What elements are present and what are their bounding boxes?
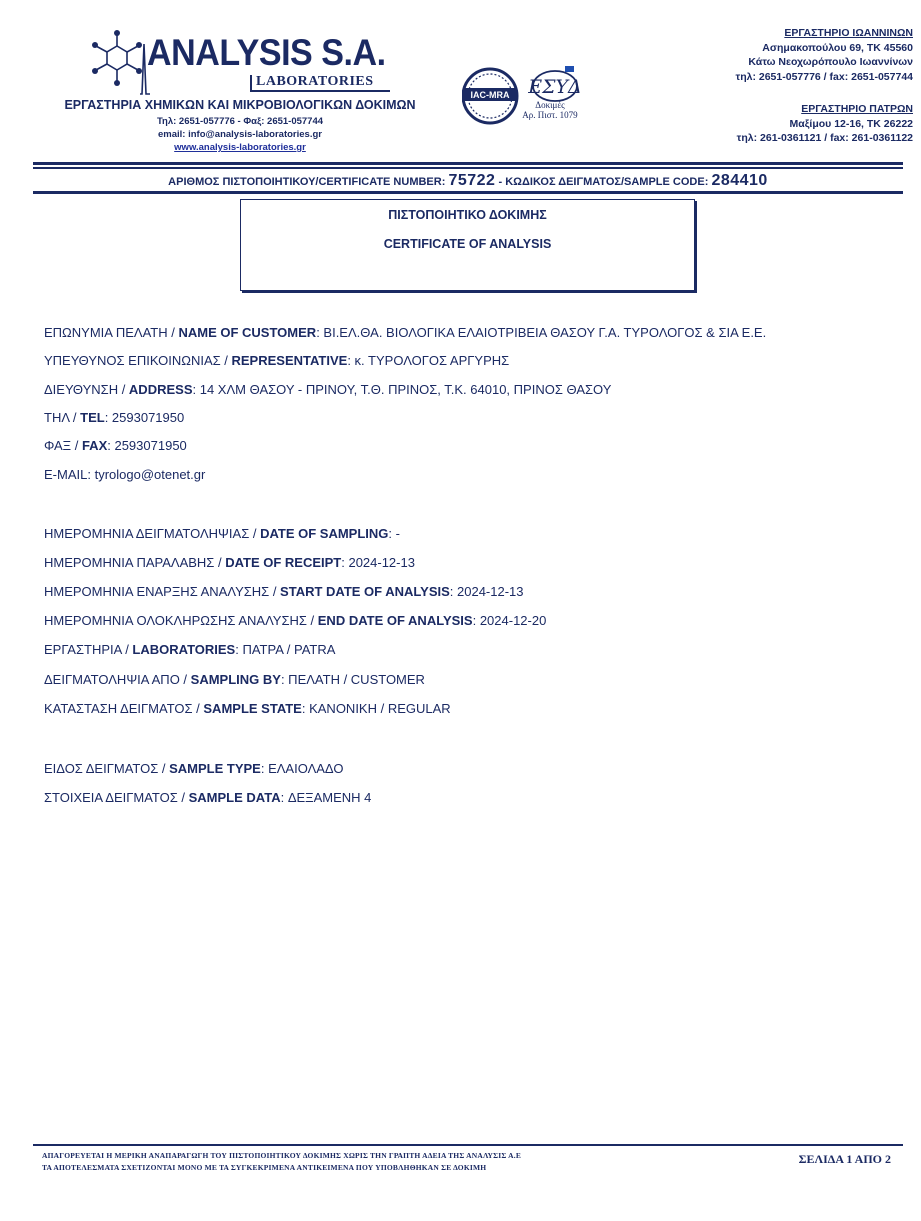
lab-ioannina-title: ΕΡΓΑΣΤΗΡΙΟ ΙΩΑΝΝΙΝΩΝ (784, 27, 913, 39)
company-name: ANALYSIS S.A. (147, 32, 386, 73)
header-rule-bottom (33, 191, 903, 194)
certificate-number: 75722 (448, 172, 496, 189)
field-sample-type: ΕΙΔΟΣ ΔΕΙΓΜΑΤΟΣ / SAMPLE TYPE: ΕΛΑΙΟΛΑΔΟ (44, 761, 344, 776)
accreditation-seals (462, 62, 602, 132)
molecule-icon (92, 24, 152, 96)
field-fax: ΦΑΞ / FAX: 2593071950 (44, 438, 187, 453)
header-rule-top (33, 162, 903, 165)
lab-ioannina-line3: τηλ: 2651-057776 / fax: 2651-057744 (735, 70, 913, 83)
lab-patra-line1: Μαξίμου 12-16, ΤΚ 26222 (789, 117, 913, 130)
certificate-number-label: ΑΡΙΘΜΟΣ ΠΙΣΤΟΠΟΙΗΤΙΚΟΥ/CERTIFICATE NUMBER: (168, 176, 446, 188)
field-date-receipt: ΗΜΕΡΟΜΗΝΙΑ ΠΑΡΑΛΑΒΗΣ / DATE OF RECEIPT: 2024-12-13 (44, 555, 415, 570)
lab-patra-title: ΕΡΓΑΣΤΗΡΙΟ ΠΑΤΡΩΝ (801, 103, 913, 115)
lab-ioannina-line1: Ασημακοπούλου 69, ΤΚ 45560 (762, 41, 913, 54)
sample-code-label: - ΚΩΔΙΚΟΣ ΔΕΙΓΜΑΤΟΣ/SAMPLE CODE: (498, 176, 709, 188)
seal-caption-line-2: Αρ. Πιστ. 1079 (522, 110, 578, 120)
seal-caption-line-1: Δοκιμές (535, 100, 565, 110)
certificate-title-gr: ΠΙΣΤΟΠΟΙΗΤΙΚΟ ΔΟΚΙΜΗΣ (388, 208, 547, 222)
certificate-title-box (240, 199, 695, 291)
certificate-title-en: CERTIFICATE OF ANALYSIS (383, 237, 552, 251)
accreditation-seal-icon (462, 62, 602, 132)
certificate-number-line (33, 172, 903, 190)
company-website-link[interactable]: www.analysis-laboratories.gr (174, 142, 306, 153)
field-sample-state: ΚΑΤΑΣΤΑΣΗ ΔΕΙΓΜΑΤΟΣ / SAMPLE STATE: ΚΑΝΟΝΙΚΗ / REGULAR (44, 701, 451, 716)
field-end-date: ΗΜΕΡΟΜΗΝΙΑ ΟΛΟΚΛΗΡΩΣΗΣ ΑΝΑΛΥΣΗΣ / END DATE OF ANALYSIS: 2024-12-20 (44, 613, 547, 628)
seal-right-text: ΕΣΥΔ (528, 76, 582, 98)
company-sub: LABORATORIES (256, 74, 374, 89)
field-laboratories: ΕΡΓΑΣΤΗΡΙΑ / LABORATORIES: ΠΑΤΡΑ / PATRA (44, 642, 336, 657)
lab-patra-line2: τηλ: 261-0361121 / fax: 261-0361122 (736, 132, 913, 144)
field-sampling-by: ΔΕΙΓΜΑΤΟΛΗΨΙΑ ΑΠΟ / SAMPLING BY: ΠΕΛΑΤΗ / CUSTOMER (44, 672, 425, 687)
lab-ioannina-line2: Κάτω Νεοχωρόπουλο Ιωαννίνων (748, 56, 913, 68)
field-representative: ΥΠΕΥΘΥΝΟΣ ΕΠΙΚΟΙΝΩΝΙΑΣ / REPRESENTATIVE: κ. ΤΥΡΟΛΟΓΟΣ ΑΡΓΥΡΗΣ (44, 353, 510, 368)
company-tagline: ΕΡΓΑΣΤΗΡΙΑ ΧΗΜΙΚΩΝ ΚΑΙ ΜΙΚΡΟΒΙΟΛΟΓΙΚΩΝ ΔΟΚΙΜΩΝ (64, 98, 416, 112)
field-address: ΔΙΕΥΘΥΝΣΗ / ADDRESS: 14 ΧΛΜ ΘΑΣΟΥ - ΠΡΙΝΟΥ, Τ.Θ. ΠΡΙΝΟΣ, Τ.Κ. 64010, ΠΡΙΝΟΣ ΘΑΣΟΥ (44, 382, 612, 397)
field-date-sampling: ΗΜΕΡΟΜΗΝΙΑ ΔΕΙΓΜΑΤΟΛΗΨΙΑΣ / DATE OF SAMPLING: - (44, 526, 400, 541)
company-email: email: info@analysis-laboratories.gr (158, 129, 322, 140)
seal-left-text: IAC-MRA (470, 90, 510, 100)
seal-caption (500, 100, 600, 120)
company-logo-block (40, 20, 440, 160)
field-tel: ΤΗΛ / TEL: 2593071950 (44, 410, 185, 425)
page-number: ΣΕΛΙΔΑ 1 ΑΠΟ 2 (798, 1152, 891, 1166)
sample-code: 284410 (711, 172, 768, 189)
header-rule-top-thin (33, 167, 903, 169)
logo-underline (250, 90, 390, 92)
field-customer-name: ΕΠΩΝΥΜΙΑ ΠΕΛΑΤΗ / NAME OF CUSTOMER: ΒΙ.ΕΛ.ΘΑ. ΒΙΟΛΟΓΙΚΑ ΕΛΑΙΟΤΡΙΒΕΙΑ ΘΑΣΟΥ Γ.Α. ΤΥΡΟΛΟΓΟΣ & ΣΙΑ Ε.Ε. (44, 325, 767, 340)
footer-disclaimer-1: ΑΠΑΓΟΡΕΥΕΤΑΙ Η ΜΕΡΙΚΗ ΑΝΑΠΑΡΑΓΩΓΗ ΤΟΥ ΠΙΣΤΟΠΟΙΗΤΙΚΟΥ ΔΟΚΙΜΗΣ ΧΩΡΙΣ ΤΗΝ ΓΡΑΠΤΗ ΑΔΕΙΑ ΤΗΣ ΑΝΑΛΥΣΙΣ Α.Ε (42, 1151, 522, 1160)
company-tel-fax: Τηλ: 2651-057776 - Φαξ: 2651-057744 (156, 116, 324, 127)
field-email: E-MAIL: tyrologo@otenet.gr (44, 467, 206, 482)
field-start-date: ΗΜΕΡΟΜΗΝΙΑ ΕΝΑΡΞΗΣ ΑΝΑΛΥΣΗΣ / START DATE OF ANALYSIS: 2024-12-13 (44, 584, 524, 599)
footer-rule (33, 1144, 903, 1146)
field-sample-data: ΣΤΟΙΧΕΙΑ ΔΕΙΓΜΑΤΟΣ / SAMPLE DATA: ΔΕΞΑΜΕΝΗ 4 (44, 790, 372, 805)
footer-disclaimer-2: ΤΑ ΑΠΟΤΕΛΕΣΜΑΤΑ ΣΧΕΤΙΖΟΝΤΑΙ ΜΟΝΟ ΜΕ ΤΑ ΣΥΓΚΕΚΡΙΜΕΝΑ ΑΝΤΙΚΕΙΜΕΝΑ ΠΟΥ ΥΠΟΒΛΗΘΗΚΑΝ ΣΕ ΔΟΚΙΜΗ (42, 1163, 487, 1172)
lab-addresses (653, 26, 913, 146)
